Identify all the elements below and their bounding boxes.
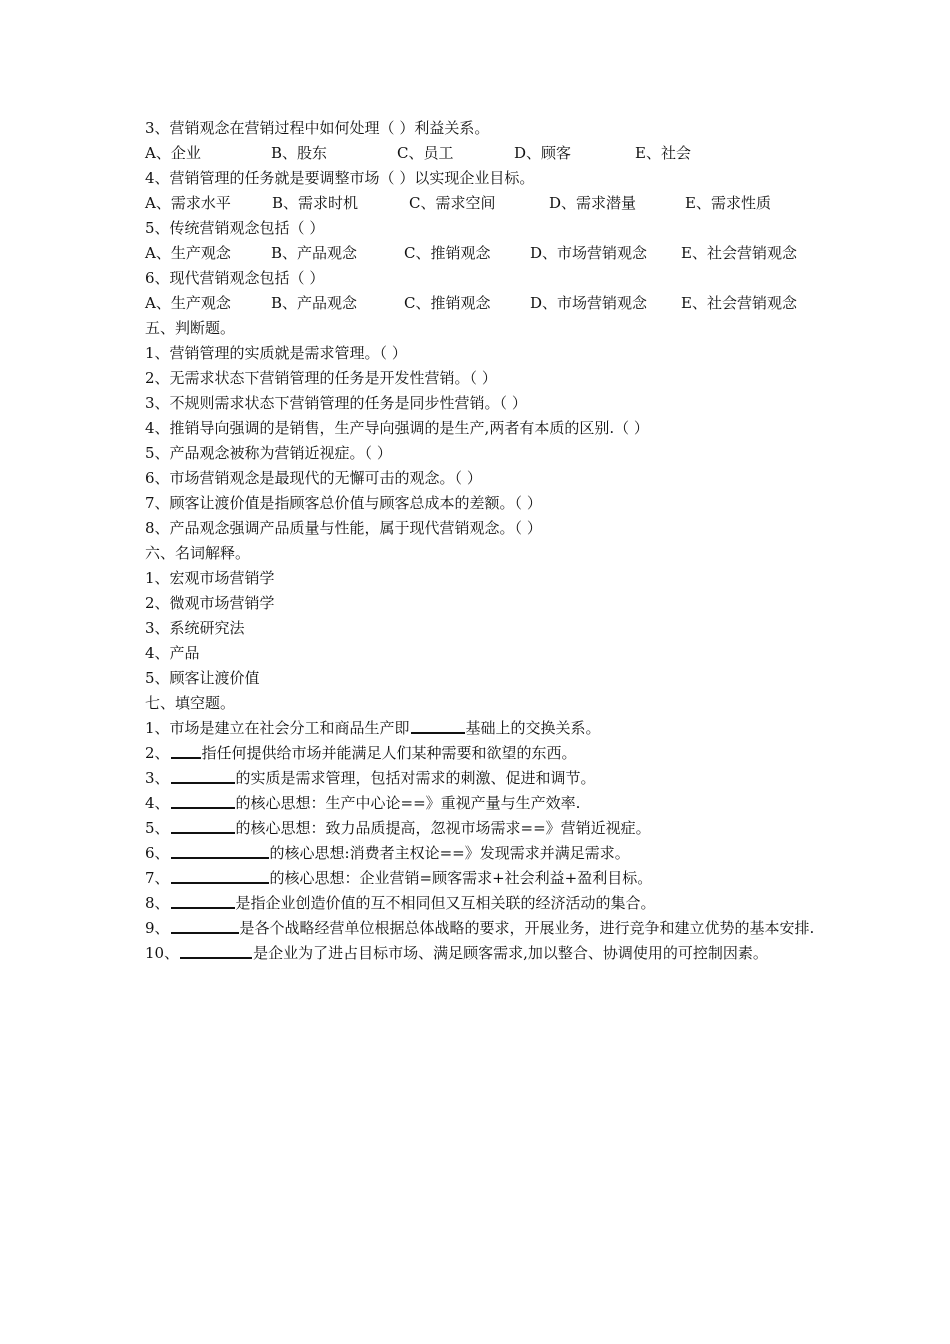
item-text-before: 1、市场是建立在社会分工和商品生产即 xyxy=(145,719,410,737)
item-text-after: 的核心思想：企业营销=顾客需求+社会利益+盈利目标。 xyxy=(269,869,653,887)
document-body xyxy=(145,116,835,966)
term-item: 1、宏观市场营销学 xyxy=(145,569,275,587)
term-item: 5、顾客让渡价值 xyxy=(145,669,260,687)
item-text-before: 5、 xyxy=(145,819,170,837)
answer-blank xyxy=(171,817,235,834)
fill-blank-item xyxy=(145,891,835,916)
mc-question-6: 6、现代营销观念包括（ ） xyxy=(145,269,325,287)
fill-blank-item xyxy=(145,866,835,891)
option-a: A、企业 xyxy=(145,144,201,162)
option-d: D、顾客 xyxy=(514,144,572,162)
fill-blank-item xyxy=(145,841,835,866)
mc-options-5 xyxy=(145,241,835,266)
answer-blank xyxy=(411,717,465,734)
mc-question-4: 4、营销管理的任务就是要调整市场（ ）以实现企业目标。 xyxy=(145,169,535,187)
item-text-after: 的核心思想:消费者主权论==》发现需求并满足需求。 xyxy=(269,844,630,862)
answer-blank xyxy=(171,867,269,884)
item-text-after: 是指企业创造价值的互不相同但又互相关联的经济活动的集合。 xyxy=(235,894,656,912)
fill-blank-item xyxy=(145,791,835,816)
answer-blank xyxy=(171,892,235,909)
item-text-after: 的核心思想：致力品质提高，忽视市场需求==》营销近视症。 xyxy=(235,819,651,837)
option-e: E、社会营销观念 xyxy=(681,294,797,312)
judgement-item: 2、无需求状态下营销管理的任务是开发性营销。（ ） xyxy=(145,369,497,387)
option-a: A、生产观念 xyxy=(145,244,231,262)
item-text-before: 9、 xyxy=(145,919,170,937)
judgement-item: 3、不规则需求状态下营销管理的任务是同步性营销。（ ） xyxy=(145,394,527,412)
option-a: A、需求水平 xyxy=(145,194,231,212)
fill-blank-item xyxy=(145,816,835,841)
answer-blank xyxy=(180,942,252,959)
item-text-before: 7、 xyxy=(145,869,170,887)
option-d: D、市场营销观念 xyxy=(530,294,648,312)
judgement-item: 6、市场营销观念是最现代的无懈可击的观念。（ ） xyxy=(145,469,482,487)
mc-options-3 xyxy=(145,141,835,166)
judgement-item: 5、产品观念被称为营销近视症。（ ） xyxy=(145,444,392,462)
answer-blank xyxy=(171,792,235,809)
mc-question-3: 3、营销观念在营销过程中如何处理（ ）利益关系。 xyxy=(145,119,490,137)
term-item: 2、微观市场营销学 xyxy=(145,594,275,612)
judgement-item: 8、产品观念强调产品质量与性能，属于现代营销观念。（ ） xyxy=(145,519,542,537)
item-text-after: 的核心思想：生产中心论==》重视产量与生产效率. xyxy=(235,794,581,812)
judgement-item: 4、推销导向强调的是销售，生产导向强调的是生产,两者有本质的区别.（ ） xyxy=(145,419,649,437)
option-e: E、社会营销观念 xyxy=(681,244,797,262)
answer-blank xyxy=(171,917,239,934)
item-text-after: 是各个战略经营单位根据总体战略的要求，开展业务，进行竞争和建立优势的基本安排. xyxy=(239,919,815,937)
option-e: E、需求性质 xyxy=(685,194,771,212)
mc-options-6 xyxy=(145,291,835,316)
option-b: B、产品观念 xyxy=(271,294,358,312)
mc-question-5: 5、传统营销观念包括（ ） xyxy=(145,219,325,237)
option-b: B、产品观念 xyxy=(271,244,358,262)
term-item: 3、系统研究法 xyxy=(145,619,245,637)
answer-blank xyxy=(171,742,201,759)
item-text-before: 6、 xyxy=(145,844,170,862)
term-item: 4、产品 xyxy=(145,644,200,662)
option-d: D、市场营销观念 xyxy=(530,244,648,262)
option-c: C、推销观念 xyxy=(404,244,491,262)
answer-blank xyxy=(171,767,235,784)
item-text-after: 的实质是需求管理，包括对需求的刺激、促进和调节。 xyxy=(235,769,596,787)
answer-blank xyxy=(171,842,269,859)
fill-blank-item xyxy=(145,716,835,741)
option-c: C、员工 xyxy=(397,144,454,162)
item-text-before: 8、 xyxy=(145,894,170,912)
item-text-before: 2、 xyxy=(145,744,170,762)
item-text-before: 4、 xyxy=(145,794,170,812)
judgement-item: 7、顾客让渡价值是指顾客总价值与顾客总成本的差额。（ ） xyxy=(145,494,542,512)
fill-blank-item xyxy=(145,916,835,941)
item-text-after: 是企业为了进占目标市场、满足顾客需求,加以整合、协调使用的可控制因素。 xyxy=(253,944,768,962)
section-title-fill-blank: 七、填空题。 xyxy=(145,694,236,712)
option-b: B、股东 xyxy=(271,144,328,162)
item-text-after: 指任何提供给市场并能满足人们某种需要和欲望的东西。 xyxy=(201,744,577,762)
mc-options-4 xyxy=(145,191,835,216)
item-text-before: 10、 xyxy=(145,944,180,962)
option-a: A、生产观念 xyxy=(145,294,231,312)
item-text-after: 基础上的交换关系。 xyxy=(465,719,601,737)
option-c: C、需求空间 xyxy=(409,194,496,212)
option-c: C、推销观念 xyxy=(404,294,491,312)
fill-blank-item xyxy=(145,941,835,966)
judgement-item: 1、营销管理的实质就是需求管理。（ ） xyxy=(145,344,407,362)
option-b: B、需求时机 xyxy=(272,194,359,212)
fill-blank-item xyxy=(145,766,835,791)
section-title-judgement: 五、判断题。 xyxy=(145,319,236,337)
item-text-before: 3、 xyxy=(145,769,170,787)
fill-blank-item xyxy=(145,741,835,766)
option-e: E、社会 xyxy=(635,144,691,162)
section-title-terms: 六、名词解释。 xyxy=(145,544,251,562)
option-d: D、需求潜量 xyxy=(549,194,637,212)
